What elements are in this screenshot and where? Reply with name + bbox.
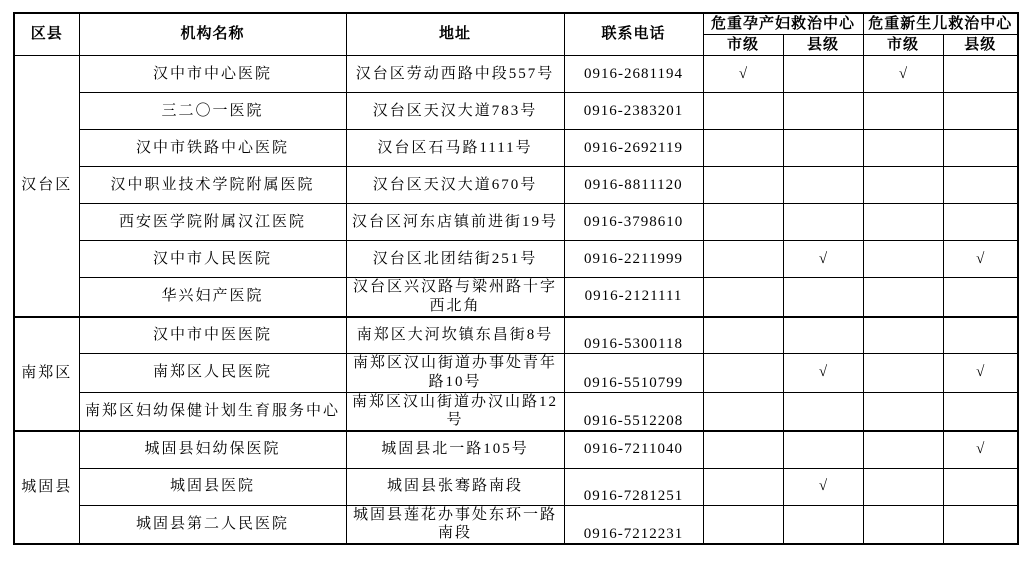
- check-cell-newborn-county: [943, 505, 1018, 544]
- phone-cell: 0916-5510799: [564, 354, 703, 393]
- table-row: [14, 354, 1018, 393]
- phone-cell: 0916-5300118: [564, 317, 703, 354]
- address-cell: 南郑区大河坎镇东昌街8号: [346, 317, 564, 354]
- check-cell-maternal-county: [783, 130, 863, 167]
- hospital-name-cell: 南郑区人民医院: [79, 354, 346, 393]
- check-cell-newborn-county: [943, 56, 1018, 93]
- address-cell: 城固县莲花办事处东环一路南段: [346, 505, 564, 544]
- check-cell-maternal-county: [783, 167, 863, 204]
- phone-cell: 0916-2121111: [564, 278, 703, 317]
- check-cell-maternal-county: √: [783, 354, 863, 393]
- hospital-name-cell: 南郑区妇幼保健计划生育服务中心: [79, 392, 346, 431]
- check-cell-newborn-county: √: [943, 431, 1018, 468]
- check-cell-maternal-city: [703, 130, 783, 167]
- check-cell-newborn-city: [863, 278, 943, 317]
- header-newborn-city-level: 市级: [863, 35, 943, 56]
- table-row: [14, 167, 1018, 204]
- check-cell-maternal-city: [703, 167, 783, 204]
- check-cell-newborn-city: [863, 241, 943, 278]
- district-cell: 城固县: [14, 431, 79, 544]
- address-cell: 汉台区天汉大道783号: [346, 93, 564, 130]
- check-cell-newborn-city: [863, 130, 943, 167]
- check-cell-newborn-city: [863, 93, 943, 130]
- check-cell-maternal-county: [783, 431, 863, 468]
- check-cell-maternal-county: [783, 93, 863, 130]
- check-cell-newborn-city: [863, 431, 943, 468]
- address-cell: 城固县北一路105号: [346, 431, 564, 468]
- table-row: [14, 317, 1018, 354]
- check-cell-newborn-county: [943, 392, 1018, 431]
- address-cell: 汉台区北团结街251号: [346, 241, 564, 278]
- check-cell-newborn-city: [863, 354, 943, 393]
- phone-cell: 0916-7212231: [564, 505, 703, 544]
- check-cell-maternal-city: √: [703, 56, 783, 93]
- hospital-name-cell: 城固县医院: [79, 468, 346, 505]
- check-cell-maternal-city: [703, 93, 783, 130]
- address-cell: 汉台区石马路1111号: [346, 130, 564, 167]
- header-maternal-group: 危重孕产妇救治中心: [703, 13, 863, 35]
- check-cell-maternal-county: [783, 505, 863, 544]
- hospital-name-cell: 汉中市人民医院: [79, 241, 346, 278]
- table-row: [14, 204, 1018, 241]
- address-cell: 南郑区汉山街道办汉山路12号: [346, 392, 564, 431]
- check-cell-maternal-city: [703, 505, 783, 544]
- phone-cell: 0916-7211040: [564, 431, 703, 468]
- table-row: [14, 468, 1018, 505]
- check-cell-maternal-county: [783, 392, 863, 431]
- check-cell-maternal-county: √: [783, 241, 863, 278]
- header-district: 区县: [14, 13, 79, 56]
- hospital-name-cell: 华兴妇产医院: [79, 278, 346, 317]
- phone-cell: 0916-2681194: [564, 56, 703, 93]
- check-cell-newborn-county: [943, 204, 1018, 241]
- check-cell-newborn-county: √: [943, 241, 1018, 278]
- hospital-name-cell: 汉中市中医医院: [79, 317, 346, 354]
- hospital-name-cell: 汉中市铁路中心医院: [79, 130, 346, 167]
- check-cell-newborn-city: [863, 392, 943, 431]
- phone-cell: 0916-3798610: [564, 204, 703, 241]
- address-cell: 南郑区汉山街道办事处青年路10号: [346, 354, 564, 393]
- check-cell-newborn-county: √: [943, 354, 1018, 393]
- check-cell-maternal-city: [703, 431, 783, 468]
- check-cell-maternal-city: [703, 468, 783, 505]
- address-cell: 汉台区河东店镇前进街19号: [346, 204, 564, 241]
- table-row: [14, 431, 1018, 468]
- check-cell-newborn-city: [863, 204, 943, 241]
- table-row: [14, 56, 1018, 93]
- check-cell-newborn-city: [863, 468, 943, 505]
- check-cell-maternal-county: [783, 278, 863, 317]
- check-cell-maternal-city: [703, 278, 783, 317]
- phone-cell: 0916-5512208: [564, 392, 703, 431]
- header-newborn-county-level: 县级: [943, 35, 1018, 56]
- table-row: [14, 278, 1018, 317]
- address-cell: 城固县张骞路南段: [346, 468, 564, 505]
- check-cell-newborn-county: [943, 130, 1018, 167]
- table-row: [14, 505, 1018, 544]
- hospital-name-cell: 西安医学院附属汉江医院: [79, 204, 346, 241]
- phone-cell: 0916-2211999: [564, 241, 703, 278]
- district-cell: 汉台区: [14, 56, 79, 317]
- check-cell-newborn-county: [943, 317, 1018, 354]
- hospital-name-cell: 三二〇一医院: [79, 93, 346, 130]
- header-maternal-city-level: 市级: [703, 35, 783, 56]
- hospital-name-cell: 汉中市中心医院: [79, 56, 346, 93]
- check-cell-maternal-city: [703, 204, 783, 241]
- hospital-name-cell: 汉中职业技术学院附属医院: [79, 167, 346, 204]
- table-row: [14, 392, 1018, 431]
- check-cell-maternal-city: [703, 241, 783, 278]
- critical-care-centers-table: [13, 12, 1019, 545]
- table-body: [14, 56, 1018, 545]
- check-cell-newborn-county: [943, 468, 1018, 505]
- district-cell: 南郑区: [14, 317, 79, 432]
- header-maternal-county-level: 县级: [783, 35, 863, 56]
- hospital-name-cell: 城固县妇幼保医院: [79, 431, 346, 468]
- hospital-name-cell: 城固县第二人民医院: [79, 505, 346, 544]
- table-row: [14, 93, 1018, 130]
- check-cell-newborn-city: √: [863, 56, 943, 93]
- header-phone: 联系电话: [564, 13, 703, 56]
- check-cell-newborn-city: [863, 167, 943, 204]
- check-cell-maternal-city: [703, 354, 783, 393]
- check-cell-newborn-city: [863, 505, 943, 544]
- address-cell: 汉台区劳动西路中段557号: [346, 56, 564, 93]
- table-row: [14, 130, 1018, 167]
- check-cell-maternal-county: [783, 317, 863, 354]
- table-row: [14, 241, 1018, 278]
- phone-cell: 0916-8811120: [564, 167, 703, 204]
- phone-cell: 0916-2383201: [564, 93, 703, 130]
- check-cell-maternal-county: [783, 56, 863, 93]
- header-institution-name: 机构名称: [79, 13, 346, 56]
- check-cell-newborn-county: [943, 93, 1018, 130]
- check-cell-newborn-county: [943, 167, 1018, 204]
- check-cell-maternal-county: √: [783, 468, 863, 505]
- check-cell-newborn-county: [943, 278, 1018, 317]
- phone-cell: 0916-7281251: [564, 468, 703, 505]
- phone-cell: 0916-2692119: [564, 130, 703, 167]
- check-cell-maternal-county: [783, 204, 863, 241]
- check-cell-newborn-city: [863, 317, 943, 354]
- address-cell: 汉台区天汉大道670号: [346, 167, 564, 204]
- header-newborn-group: 危重新生儿救治中心: [863, 13, 1018, 35]
- check-cell-maternal-city: [703, 392, 783, 431]
- address-cell: 汉台区兴汉路与梁州路十字西北角: [346, 278, 564, 317]
- header-address: 地址: [346, 13, 564, 56]
- check-cell-maternal-city: [703, 317, 783, 354]
